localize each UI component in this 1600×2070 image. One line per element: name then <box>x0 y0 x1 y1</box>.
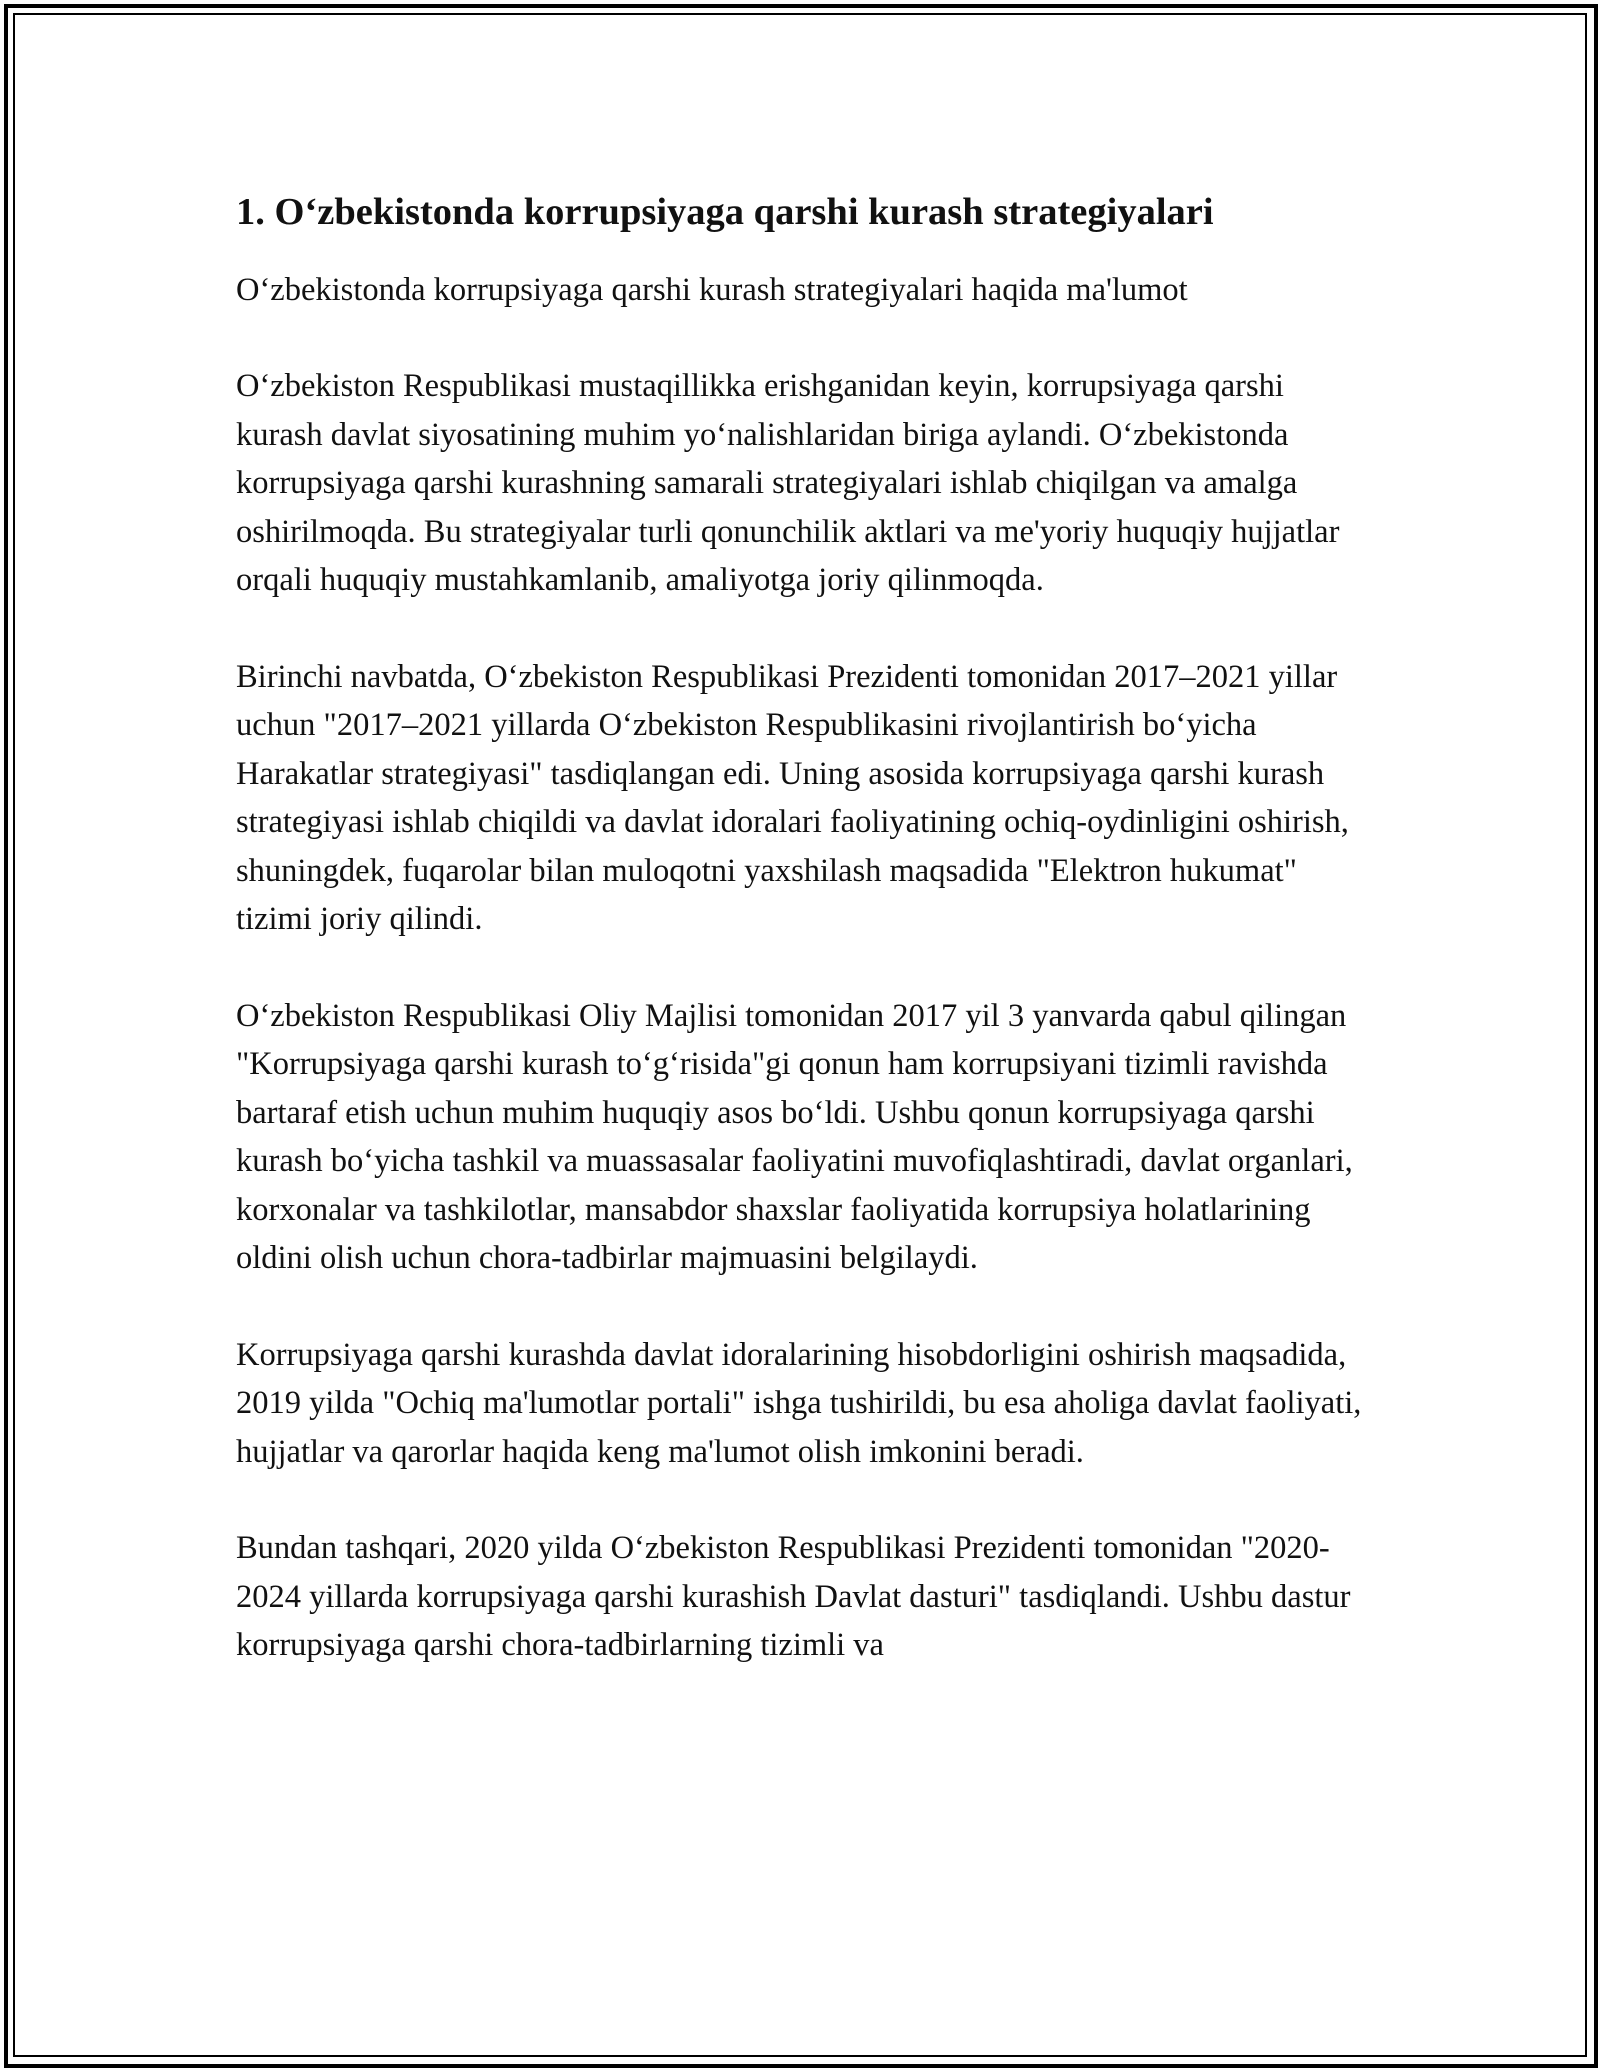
paragraph-2: Birinchi navbatda, O‘zbekiston Respublikasi Prezidenti tomonidan 2017–2021 yillar uchun "2017–2021 yillarda O‘zbekiston Respublikasini rivojlantirish bo‘yicha Harakatlar strategiyasi" tasdiqlangan edi. Uning asosida korrupsiyaga qarshi kurash strategiyasi ishlab chiqildi va davlat idoralari faoliyatining ochiq-oydinligini oshirish, shuningdek, fuqarolar bilan muloqotni yaxshilash maqsadida "Elektron hukumat" tizimi joriy qilindi. <box>236 658 1349 937</box>
document-body <box>236 186 1376 1718</box>
paragraph-3: O‘zbekiston Respublikasi Oliy Majlisi tomonidan 2017 yil 3 yanvarda qabul qilingan "Korrupsiyaga qarshi kurash to‘g‘risida"gi qonun ham korrupsiyani tizimli ravishda bartaraf etish uchun muhim huquqiy asos bo‘ldi. Ushbu qonun korrupsiyaga qarshi kurash bo‘yicha tashkil va muassasalar faoliyatini muvofiqlashtiradi, davlat organlari, korxonalar va tashkilotlar, mansabdor shaxslar faoliyatida korrupsiya holatlarining oldini olish uchun chora-tadbirlar majmuasini belgilaydi. <box>236 997 1353 1276</box>
document-subtitle: O‘zbekistonda korrupsiyaga qarshi kurash strategiyalari haqida ma'lumot <box>236 272 1188 308</box>
document-title: 1. O‘zbekistonda korrupsiyaga qarshi kurash strategiyalari <box>236 191 1214 233</box>
paragraph-5: Bundan tashqari, 2020 yilda O‘zbekiston Respublikasi Prezidenti tomonidan "2020-2024 yillarda korrupsiyaga qarshi kurashish Davlat dasturi" tasdiqlandi. Ushbu dastur korrupsiyaga qarshi chora-tadbirlarning tizimli va <box>236 1530 1351 1663</box>
paragraph-4: Korrupsiyaga qarshi kurashda davlat idoralarining hisobdorligini oshirish maqsadida, 2019 yilda "Ochiq ma'lumotlar portali" ishga tushirildi, bu esa aholiga davlat faoliyati, hujjatlar va qarorlar haqida keng ma'lumot olish imkonini beradi. <box>236 1336 1362 1470</box>
paragraph-1: O‘zbekiston Respublikasi mustaqillikka erishganidan keyin, korrupsiyaga qarshi kurash davlat siyosatining muhim yo‘nalishlaridan biriga aylandi. O‘zbekistonda korrupsiyaga qarshi kurashning samarali strategiyalari ishlab chiqilgan va amalga oshirilmoqda. Bu strategiyalar turli qonunchilik aktlari va me'yoriy huquqiy hujjatlar orqali huquqiy mustahkamlanib, amaliyotga joriy qilinmoqda. <box>236 368 1340 598</box>
